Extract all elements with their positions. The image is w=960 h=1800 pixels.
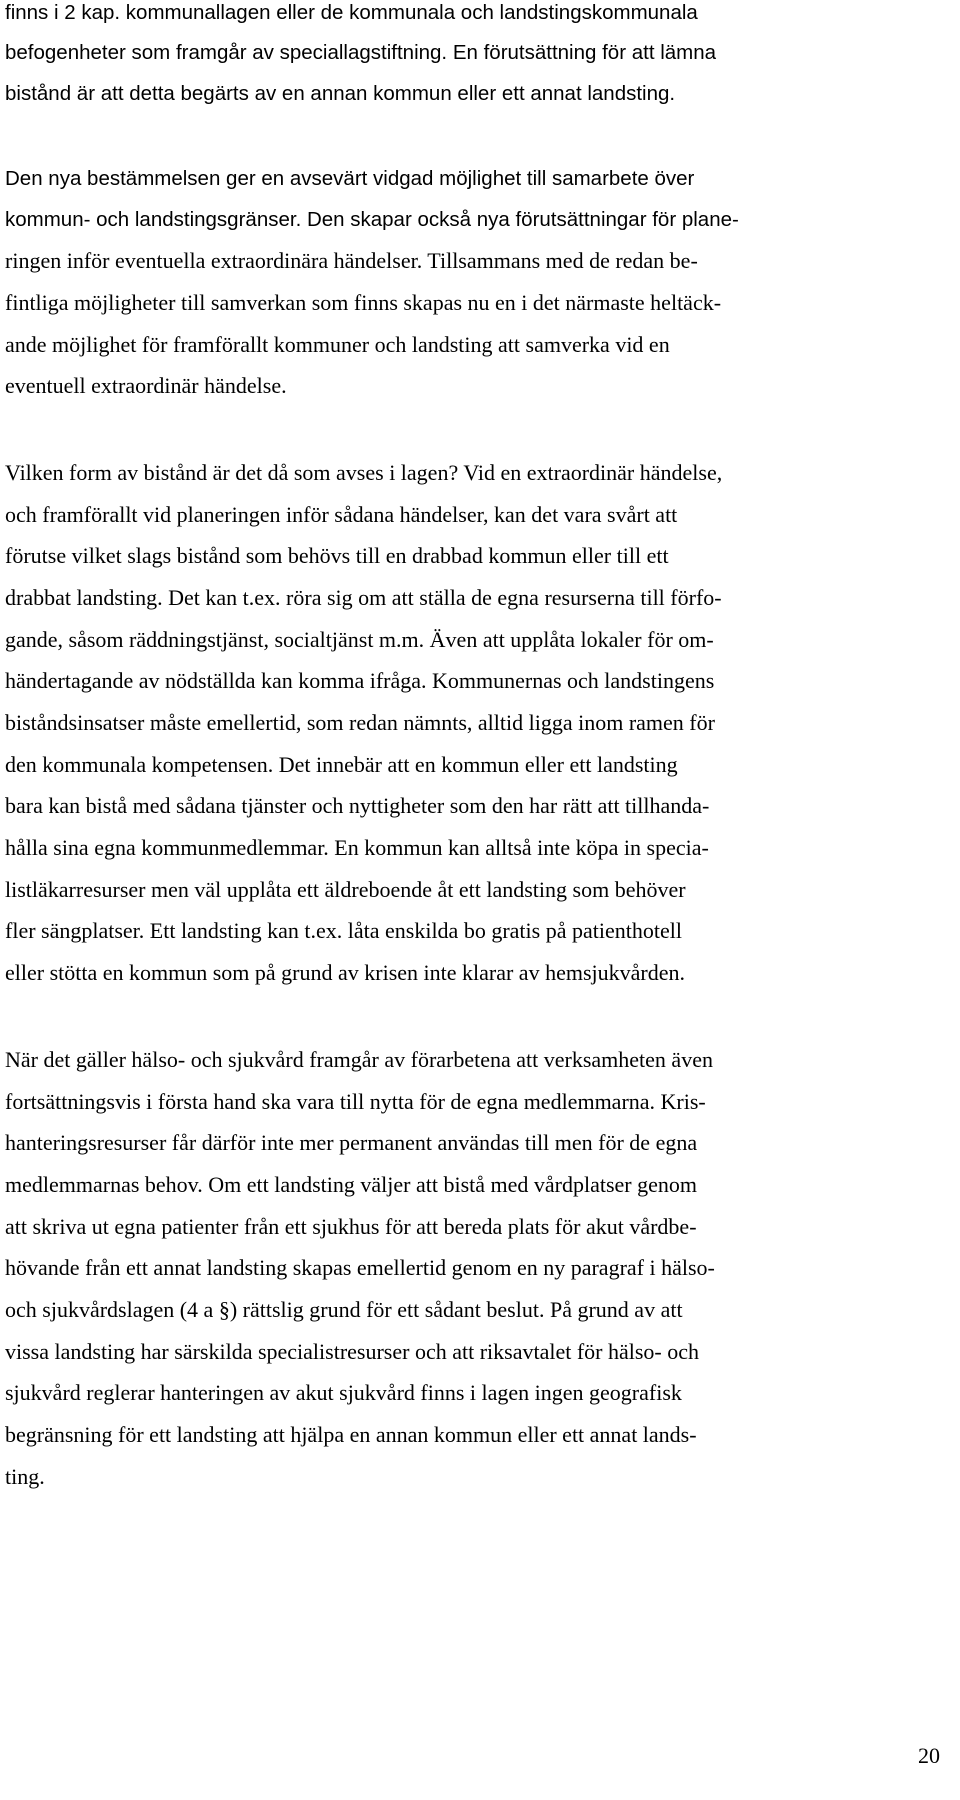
paragraph-2-line: ringen inför eventuella extraordinära händelser. Tillsammans med de redan be- bbox=[5, 248, 698, 273]
paragraph-2-line: ande möjlighet för framförallt kommuner och landsting att samverka vid en bbox=[5, 332, 670, 357]
paragraph-2-line: eventuell extraordinär händelse. bbox=[5, 373, 287, 398]
paragraph-3-line: förutse vilket slags bistånd som behövs till en drabbad kommun eller till ett bbox=[5, 543, 669, 568]
paragraph-3-line: drabbat landsting. Det kan t.ex. röra sig om att ställa de egna resurserna till förfo- bbox=[5, 585, 722, 610]
paragraph-3-line: Vilken form av bistånd är det då som avses i lagen? Vid en extraordinär händelse, bbox=[5, 460, 723, 485]
paragraph-4-line: vissa landsting har särskilda specialistresurser och att riksavtalet för hälso- och bbox=[5, 1339, 700, 1364]
paragraph-4-line: medlemmarnas behov. Om ett landsting väljer att bistå med vårdplatser genom bbox=[5, 1172, 697, 1197]
paragraph-2-line: kommun- och landstingsgränser. Den skapar också nya förutsättningar för plane- bbox=[5, 208, 739, 231]
paragraph-3-line: eller stötta en kommun som på grund av krisen inte klarar av hemsjukvården. bbox=[5, 960, 685, 985]
paragraph-3-line: och framförallt vid planeringen inför sådana händelser, kan det vara svårt att bbox=[5, 502, 678, 527]
paragraph-4-line: att skriva ut egna patienter från ett sjukhus för att bereda plats för akut vårdbe- bbox=[5, 1214, 697, 1239]
paragraph-4-line: När det gäller hälso- och sjukvård framgår av förarbetena att verksamheten även bbox=[5, 1047, 713, 1072]
paragraph-4-line: hövande från ett annat landsting skapas emellertid genom en ny paragraf i hälso- bbox=[5, 1255, 715, 1280]
paragraph-3-line: biståndsinsatser måste emellertid, som redan nämnts, alltid ligga inom ramen för bbox=[5, 710, 715, 735]
paragraph-4-line: och sjukvårdslagen (4 a §) rättslig grund för ett sådant beslut. På grund av att bbox=[5, 1297, 683, 1322]
paragraph-4-line: hanteringsresurser får därför inte mer permanent användas till men för de egna bbox=[5, 1130, 698, 1155]
paragraph-2-line: fintliga möjligheter till samverkan som finns skapas nu en i det närmaste heltäck- bbox=[5, 290, 722, 315]
paragraph-4-line: sjukvård reglerar hanteringen av akut sjukvård finns i lagen ingen geografisk bbox=[5, 1380, 682, 1405]
paragraph-3-line: gande, såsom räddningstjänst, socialtjänst m.m. Även att upplåta lokaler för om- bbox=[5, 627, 714, 652]
paragraph-4-line: fortsättningsvis i första hand ska vara till nytta för de egna medlemmarna. Kris- bbox=[5, 1089, 706, 1114]
paragraph-3-line: bara kan bistå med sådana tjänster och nyttigheter som den har rätt att tillhanda- bbox=[5, 793, 710, 818]
paragraph-3-line: den kommunala kompetensen. Det innebär att en kommun eller ett landsting bbox=[5, 752, 678, 777]
paragraph-4-line: ting. bbox=[5, 1464, 45, 1489]
paragraph-3-line: hålla sina egna kommunmedlemmar. En kommun kan alltså inte köpa in specia- bbox=[5, 835, 709, 860]
paragraph-1-line: bistånd är att detta begärts av en annan kommun eller ett annat landsting. bbox=[5, 82, 676, 105]
paragraph-4-line: begränsning för ett landsting att hjälpa en annan kommun eller ett annat lands- bbox=[5, 1422, 697, 1447]
paragraph-1-line: befogenheter som framgår av speciallagstiftning. En förutsättning för att lämna bbox=[5, 41, 717, 64]
page-number: 20 bbox=[918, 1743, 940, 1768]
paragraph-2-line: Den nya bestämmelsen ger en avsevärt vidgad möjlighet till samarbete över bbox=[5, 167, 695, 190]
paragraph-1-line: finns i 2 kap. kommunallagen eller de kommunala och landstingskommunala bbox=[5, 1, 698, 24]
paragraph-3-line: listläkarresurser men väl upplåta ett äldreboende åt ett landsting som behöver bbox=[5, 877, 686, 902]
paragraph-3-line: fler sängplatser. Ett landsting kan t.ex. låta enskilda bo gratis på patienthotell bbox=[5, 918, 682, 943]
paragraph-3-line: händertagande av nödställda kan komma ifråga. Kommunernas och landstingens bbox=[5, 668, 715, 693]
